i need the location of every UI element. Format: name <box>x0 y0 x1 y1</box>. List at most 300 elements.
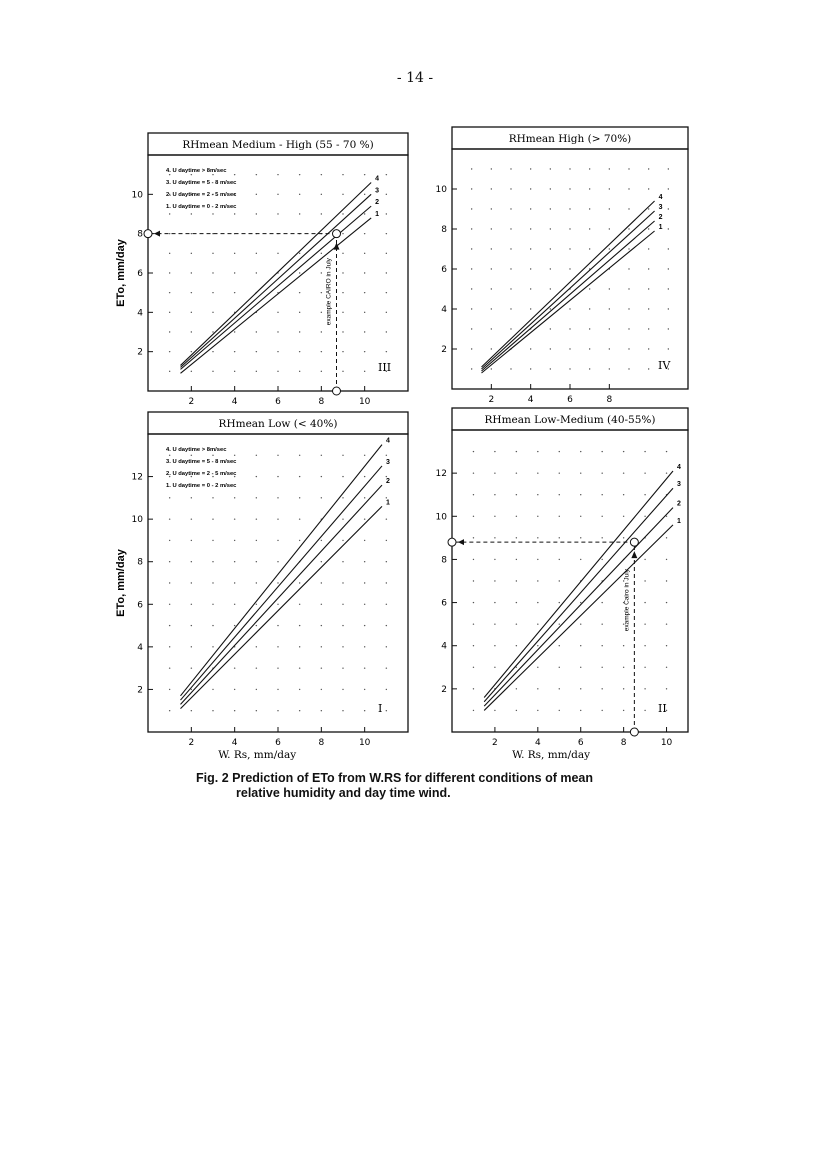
series-label-2: 2 <box>658 214 663 221</box>
y-tick-label: 6 <box>137 269 143 279</box>
example-result-marker <box>448 538 456 546</box>
grid-dot <box>648 188 649 189</box>
series-label-4: 4 <box>386 437 390 445</box>
grid-dot <box>342 272 343 273</box>
grid-dot <box>569 248 570 249</box>
y-tick-label: 8 <box>137 229 143 240</box>
grid-dot <box>580 494 581 495</box>
grid-dot <box>321 213 322 214</box>
grid-dot <box>666 667 667 668</box>
grid-dot <box>537 494 538 495</box>
grid-dot <box>277 331 278 332</box>
grid-dot <box>530 228 531 229</box>
grid-dot <box>510 308 511 309</box>
grid-dot <box>386 667 387 668</box>
y-tick-label: 10 <box>435 185 447 195</box>
grid-dot <box>580 667 581 668</box>
grid-dot <box>212 646 213 647</box>
series-line-3 <box>484 488 673 702</box>
series-line-2 <box>484 508 673 706</box>
grid-dot <box>321 455 322 456</box>
x-tick-label: 10 <box>358 738 371 748</box>
grid-dot <box>623 645 624 646</box>
grid-dot <box>516 645 517 646</box>
grid-dot <box>644 645 645 646</box>
grid-dot <box>364 476 365 477</box>
grid-dot <box>516 494 517 495</box>
grid-dot <box>364 213 365 214</box>
grid-dot <box>169 213 170 214</box>
grid-dot <box>234 540 235 541</box>
grid-dot <box>473 494 474 495</box>
legend-entry: 1. U daytime = 0 - 2 m/sec <box>166 204 237 210</box>
grid-dot <box>601 537 602 538</box>
x-tick-label: 4 <box>527 395 534 405</box>
grid-dot <box>580 623 581 624</box>
grid-dot <box>342 292 343 293</box>
grid-dot <box>342 312 343 313</box>
grid-dot <box>550 288 551 289</box>
grid-dot <box>169 540 170 541</box>
grid-dot <box>601 472 602 473</box>
grid-dot <box>623 688 624 689</box>
grid-dot <box>550 308 551 309</box>
grid-dot <box>256 455 257 456</box>
grid-dot <box>299 194 300 195</box>
grid-dot <box>668 268 669 269</box>
grid-dot <box>277 689 278 690</box>
grid-dot <box>473 645 474 646</box>
grid-dot <box>191 312 192 313</box>
grid-dot <box>386 518 387 519</box>
grid-dot <box>256 331 257 332</box>
grid-dot <box>191 625 192 626</box>
x-tick-label: 8 <box>318 397 325 407</box>
grid-dot <box>569 368 570 369</box>
grid-dot <box>471 308 472 309</box>
grid-dot <box>299 213 300 214</box>
grid-dot <box>516 580 517 581</box>
grid-dot <box>169 233 170 234</box>
grid-dot <box>648 228 649 229</box>
grid-dot <box>648 348 649 349</box>
grid-dot <box>191 604 192 605</box>
grid-dot <box>364 253 365 254</box>
grid-dot <box>191 667 192 668</box>
legend-entry: 2. U daytime = 2 - 5 m/sec <box>166 192 237 198</box>
grid-dot <box>364 497 365 498</box>
panel-label: III <box>378 361 392 374</box>
grid-dot <box>386 582 387 583</box>
grid-dot <box>589 228 590 229</box>
grid-dot <box>494 602 495 603</box>
grid-dot <box>666 559 667 560</box>
grid-dot <box>277 371 278 372</box>
grid-dot <box>644 559 645 560</box>
grid-dot <box>277 213 278 214</box>
grid-dot <box>491 268 492 269</box>
grid-dot <box>537 472 538 473</box>
grid-dot <box>666 623 667 624</box>
grid-dot <box>364 272 365 273</box>
grid-dot <box>256 689 257 690</box>
grid-dot <box>191 540 192 541</box>
series-line-2 <box>181 485 383 704</box>
x-tick-label: 10 <box>660 738 673 748</box>
grid-dot <box>191 497 192 498</box>
grid-dot <box>537 645 538 646</box>
series-line-1 <box>181 218 372 373</box>
grid-dot <box>342 253 343 254</box>
grid-dot <box>668 168 669 169</box>
grid-dot <box>494 559 495 560</box>
grid-dot <box>386 213 387 214</box>
grid-dot <box>234 174 235 175</box>
y-tick-label: 2 <box>137 685 143 696</box>
chart-title: RHmean High (> 70%) <box>508 133 632 145</box>
grid-dot <box>277 351 278 352</box>
grid-dot <box>644 688 645 689</box>
grid-dot <box>386 710 387 711</box>
grid-dot <box>364 646 365 647</box>
grid-dot <box>494 451 495 452</box>
grid-dot <box>277 194 278 195</box>
grid-dot <box>364 518 365 519</box>
series-label-3: 3 <box>386 458 390 466</box>
series-label-4: 4 <box>375 175 380 183</box>
chart-panel-top-left <box>115 133 408 407</box>
grid-dot <box>234 455 235 456</box>
grid-dot <box>212 351 213 352</box>
grid-dot <box>277 625 278 626</box>
grid-dot <box>321 476 322 477</box>
example-label: example Cairo in July <box>623 569 631 632</box>
grid-dot <box>609 348 610 349</box>
grid-dot <box>321 272 322 273</box>
grid-dot <box>169 253 170 254</box>
y-tick-label: 12 <box>131 472 143 483</box>
grid-dot <box>277 518 278 519</box>
grid-dot <box>191 272 192 273</box>
grid-dot <box>516 688 517 689</box>
grid-dot <box>628 208 629 209</box>
grid-dot <box>364 292 365 293</box>
grid-dot <box>256 625 257 626</box>
grid-dot <box>342 561 343 562</box>
grid-dot <box>473 451 474 452</box>
grid-dot <box>256 371 257 372</box>
grid-dot <box>342 582 343 583</box>
grid-dot <box>277 710 278 711</box>
grid-dot <box>666 472 667 473</box>
grid-dot <box>256 194 257 195</box>
grid-dot <box>580 559 581 560</box>
grid-dot <box>277 604 278 605</box>
grid-dot <box>256 351 257 352</box>
y-tick-label: 6 <box>137 600 143 611</box>
grid-dot <box>537 537 538 538</box>
grid-dot <box>609 188 610 189</box>
grid-dot <box>256 497 257 498</box>
grid-dot <box>169 371 170 372</box>
grid-dot <box>609 168 610 169</box>
grid-dot <box>234 667 235 668</box>
grid-dot <box>494 667 495 668</box>
grid-dot <box>234 331 235 332</box>
grid-dot <box>342 194 343 195</box>
grid-dot <box>321 253 322 254</box>
grid-dot <box>191 455 192 456</box>
grid-dot <box>212 582 213 583</box>
y-tick-label: 2 <box>441 684 447 695</box>
grid-dot <box>299 331 300 332</box>
example-arrow-left <box>154 231 160 237</box>
grid-dot <box>191 582 192 583</box>
grid-dot <box>342 213 343 214</box>
grid-dot <box>666 516 667 517</box>
grid-dot <box>256 272 257 273</box>
grid-dot <box>364 625 365 626</box>
grid-dot <box>537 559 538 560</box>
grid-dot <box>321 561 322 562</box>
grid-dot <box>342 371 343 372</box>
grid-dot <box>212 292 213 293</box>
grid-dot <box>516 602 517 603</box>
grid-dot <box>169 604 170 605</box>
grid-dot <box>668 328 669 329</box>
grid-dot <box>668 308 669 309</box>
grid-dot <box>516 537 517 538</box>
grid-dot <box>342 455 343 456</box>
panel-label: II <box>658 702 667 715</box>
grid-dot <box>299 497 300 498</box>
grid-dot <box>364 667 365 668</box>
x-axis-label: W. Rs, mm/day <box>218 749 297 761</box>
grid-dot <box>668 188 669 189</box>
legend-entry: 3. U daytime = 5 - 8 m/sec <box>166 180 237 186</box>
grid-dot <box>491 168 492 169</box>
grid-dot <box>589 368 590 369</box>
grid-dot <box>212 604 213 605</box>
grid-dot <box>386 604 387 605</box>
series-label-3: 3 <box>676 481 681 489</box>
grid-dot <box>644 516 645 517</box>
series-line-3 <box>181 466 383 700</box>
y-tick-label: 2 <box>441 345 447 355</box>
grid-dot <box>609 288 610 289</box>
grid-dot <box>321 351 322 352</box>
x-tick-label: 2 <box>188 397 195 407</box>
grid-dot <box>342 233 343 234</box>
grid-dot <box>569 188 570 189</box>
series-label-2: 2 <box>386 478 390 486</box>
grid-dot <box>364 561 365 562</box>
grid-dot <box>386 540 387 541</box>
grid-dot <box>601 667 602 668</box>
grid-dot <box>666 688 667 689</box>
series-line-1 <box>484 525 673 711</box>
grid-dot <box>364 540 365 541</box>
grid-dot <box>559 645 560 646</box>
grid-dot <box>569 308 570 309</box>
grid-dot <box>471 248 472 249</box>
grid-dot <box>191 710 192 711</box>
grid-dot <box>169 497 170 498</box>
grid-dot <box>342 174 343 175</box>
grid-dot <box>628 168 629 169</box>
grid-dot <box>494 623 495 624</box>
grid-dot <box>386 497 387 498</box>
series-label-2: 2 <box>375 199 380 207</box>
y-tick-label: 10 <box>435 512 447 523</box>
grid-dot <box>473 472 474 473</box>
grid-dot <box>516 559 517 560</box>
grid-dot <box>212 331 213 332</box>
grid-dot <box>559 667 560 668</box>
grid-dot <box>299 646 300 647</box>
grid-dot <box>234 710 235 711</box>
grid-dot <box>648 248 649 249</box>
grid-dot <box>364 710 365 711</box>
grid-dot <box>559 580 560 581</box>
grid-dot <box>321 331 322 332</box>
grid-dot <box>580 537 581 538</box>
grid-dot <box>668 248 669 249</box>
grid-dot <box>364 233 365 234</box>
grid-dot <box>623 710 624 711</box>
legend-entry: 1. U daytime = 0 - 2 m/sec <box>166 483 237 489</box>
grid-dot <box>601 710 602 711</box>
grid-dot <box>234 371 235 372</box>
grid-dot <box>234 253 235 254</box>
grid-dot <box>212 174 213 175</box>
y-tick-label: 6 <box>441 598 447 609</box>
grid-dot <box>212 710 213 711</box>
grid-dot <box>364 174 365 175</box>
grid-dot <box>601 645 602 646</box>
grid-dot <box>277 312 278 313</box>
example-intersection-marker <box>630 538 638 546</box>
example-start-marker <box>333 387 341 395</box>
grid-dot <box>191 561 192 562</box>
legend-entry: 4. U daytime > 8m/sec <box>166 168 227 174</box>
grid-dot <box>494 472 495 473</box>
grid-dot <box>628 288 629 289</box>
grid-dot <box>342 710 343 711</box>
grid-dot <box>516 667 517 668</box>
grid-dot <box>473 537 474 538</box>
grid-dot <box>342 518 343 519</box>
grid-dot <box>589 308 590 309</box>
grid-dot <box>256 582 257 583</box>
series-label-1: 1 <box>676 517 681 525</box>
grid-dot <box>609 308 610 309</box>
grid-dot <box>537 623 538 624</box>
grid-dot <box>256 646 257 647</box>
grid-dot <box>648 368 649 369</box>
x-tick-label: 4 <box>534 738 541 748</box>
x-tick-label: 8 <box>606 395 613 405</box>
y-tick-label: 12 <box>435 469 447 480</box>
grid-dot <box>589 248 590 249</box>
grid-dot <box>473 688 474 689</box>
grid-dot <box>321 312 322 313</box>
grid-dot <box>299 625 300 626</box>
grid-dot <box>342 667 343 668</box>
grid-dot <box>234 272 235 273</box>
grid-dot <box>491 308 492 309</box>
grid-dot <box>169 646 170 647</box>
grid-dot <box>589 208 590 209</box>
grid-dot <box>516 623 517 624</box>
grid-dot <box>537 580 538 581</box>
grid-dot <box>321 646 322 647</box>
example-label: example CAIRO in July <box>325 258 333 326</box>
grid-dot <box>299 604 300 605</box>
grid-dot <box>212 518 213 519</box>
grid-dot <box>342 351 343 352</box>
grid-dot <box>666 537 667 538</box>
series-label-1: 1 <box>658 224 663 231</box>
grid-dot <box>169 582 170 583</box>
grid-dot <box>628 268 629 269</box>
series-line-4 <box>482 201 655 367</box>
grid-dot <box>491 228 492 229</box>
grid-dot <box>491 208 492 209</box>
grid-dot <box>609 368 610 369</box>
grid-dot <box>321 497 322 498</box>
grid-dot <box>644 580 645 581</box>
grid-dot <box>364 371 365 372</box>
grid-dot <box>321 371 322 372</box>
x-tick-label: 6 <box>567 395 573 405</box>
grid-dot <box>530 248 531 249</box>
grid-dot <box>623 451 624 452</box>
y-tick-label: 2 <box>137 347 143 358</box>
grid-dot <box>550 268 551 269</box>
x-axis-label: W. Rs, mm/day <box>512 749 591 761</box>
grid-dot <box>169 689 170 690</box>
page-number: - 14 - <box>396 70 434 86</box>
grid-dot <box>530 288 531 289</box>
example-arrow-up <box>631 551 637 558</box>
grid-dot <box>473 580 474 581</box>
chart-title: RHmean Low-Medium (40-55%) <box>484 414 656 426</box>
series-line-3 <box>482 211 655 369</box>
grid-dot <box>589 288 590 289</box>
x-tick-label: 8 <box>318 738 325 748</box>
grid-dot <box>277 540 278 541</box>
grid-dot <box>580 710 581 711</box>
grid-dot <box>256 174 257 175</box>
y-tick-label: 4 <box>441 641 447 652</box>
series-label-1: 1 <box>386 499 390 507</box>
grid-dot <box>530 308 531 309</box>
grid-dot <box>212 497 213 498</box>
grid-dot <box>364 331 365 332</box>
plot-frame <box>452 430 688 732</box>
grid-dot <box>191 213 192 214</box>
grid-dot <box>234 518 235 519</box>
grid-dot <box>386 455 387 456</box>
legend-entry: 2. U daytime = 2 - 5 m/sec <box>166 471 237 477</box>
grid-dot <box>648 308 649 309</box>
grid-dot <box>342 689 343 690</box>
grid-dot <box>212 213 213 214</box>
grid-dot <box>559 494 560 495</box>
grid-dot <box>559 559 560 560</box>
grid-dot <box>550 208 551 209</box>
